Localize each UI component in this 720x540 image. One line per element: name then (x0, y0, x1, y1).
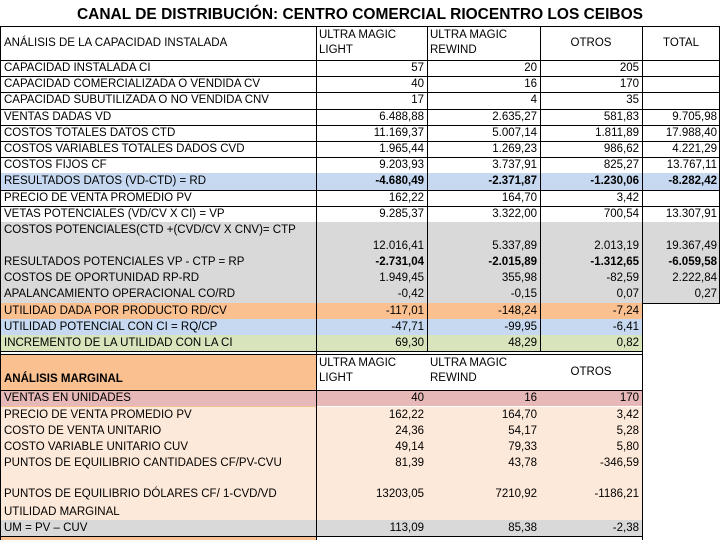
marginal-value: 79,33 (508, 441, 537, 454)
capacity-row-label: RESULTADOS POTENCIALES VP - CTP = RP (4, 256, 245, 268)
capacity-row-label: INCREMENTO DE LA UTILIDAD CON LA CI (4, 337, 233, 349)
capacity-value: 162,22 (388, 191, 424, 204)
capacity-value: 17 (411, 94, 424, 107)
capacity-value: 1.965,44 (379, 143, 424, 155)
grid-line (0, 390, 642, 391)
marginal-row-label: PUNTOS DE EQUILIBRIO DÓLARES CF/ 1-CVD/VD (4, 487, 277, 500)
marginal-value: 40 (411, 392, 424, 405)
capacity-row-label: COSTOS POTENCIALES(CTD +(CVD/CV X CNV)= CTP (4, 224, 296, 236)
marginal-value: 85,38 (508, 522, 537, 534)
marginal-value: 43,78 (508, 457, 537, 470)
grid-line (427, 26, 428, 351)
marginal-heading: ANÁLISIS MARGINAL (4, 373, 123, 386)
capacity-value: -6.059,58 (668, 256, 717, 268)
marginal-value: 49,14 (395, 441, 424, 454)
capacity-value (642, 190, 720, 206)
capacity-value: 1.269,23 (492, 143, 537, 155)
capacity-value: 20 (524, 62, 537, 74)
marginal-value: -1186,21 (594, 487, 639, 500)
capacity-value: -2.015,89 (488, 256, 537, 268)
grid-line (0, 351, 642, 352)
marginal-value (427, 504, 540, 520)
grid-line (540, 26, 541, 351)
marginal-value: 16 (524, 392, 537, 405)
capacity-value: 0,07 (616, 288, 639, 301)
grid-line (0, 354, 642, 355)
page-title: CANAL DE DISTRIBUCIÓN: CENTRO COMERCIAL RIOCENTRO LOS CEIBOS (76, 6, 644, 23)
marginal-value: -2,38 (612, 522, 639, 534)
capacity-value: 69,30 (395, 337, 424, 349)
marginal-col-header: ULTRA MAGIC REWIND (430, 357, 508, 385)
marginal-value: 113,09 (389, 522, 424, 534)
capacity-row-label: APALANCAMIENTO OPERACIONAL CO/RD (4, 288, 236, 301)
capacity-value (642, 60, 720, 76)
capacity-value: 5.007,14 (492, 126, 537, 139)
capacity-value: 355,98 (501, 272, 537, 285)
capacity-row-label: RESULTADOS DATOS (VD-CTD) = RD (4, 175, 207, 188)
grid-line (0, 60, 720, 61)
capacity-value: 17.988,40 (665, 126, 717, 139)
grid-line (642, 26, 643, 540)
capacity-value: -2.731,04 (375, 256, 424, 268)
capacity-value: -117,01 (385, 304, 424, 317)
grid-line (0, 536, 642, 537)
capacity-value: 2.635,27 (492, 110, 537, 123)
capacity-value: 581,83 (603, 110, 639, 123)
capacity-value: -8.282,42 (668, 175, 717, 188)
capacity-value: -1.312,65 (590, 256, 639, 268)
capacity-row-label: CAPACIDAD COMERCIALIZADA O VENDIDA CV (4, 78, 261, 91)
capacity-value: 13.307,91 (665, 207, 717, 220)
capacity-value: 5.337,89 (492, 240, 537, 252)
capacity-value: 4.221,29 (672, 143, 717, 155)
capacity-value: 1.811,89 (595, 126, 639, 139)
capacity-row-label: PRECIO DE VENTA PROMEDIO PV (4, 191, 192, 204)
marginal-value (316, 504, 427, 520)
capacity-value: -1.230,06 (590, 175, 639, 188)
marginal-value: 13203,05 (376, 487, 424, 500)
capacity-value: 3,42 (616, 191, 639, 204)
capacity-value: -6,41 (612, 320, 639, 333)
capacity-value: -47,71 (391, 320, 424, 333)
capacity-value: 35 (626, 94, 639, 107)
marginal-value: -346,59 (599, 457, 639, 470)
capacity-value (642, 76, 720, 92)
capacity-row-label: COSTOS DE OPORTUNIDAD RP-RD (4, 272, 200, 285)
capacity-row-label: VETAS POTENCIALES (VD/CV X CI) = VP (4, 207, 225, 220)
marginal-value: 162,22 (388, 408, 424, 421)
capacity-row-label: COSTOS TOTALES DATOS CTD (4, 126, 176, 139)
capacity-col-header: ULTRA MAGIC LIGHT (319, 29, 397, 56)
marginal-value: 5,80 (616, 441, 639, 454)
capacity-value: 205 (619, 62, 639, 74)
capacity-value: 16 (524, 78, 537, 91)
marginal-row-label: COSTO DE VENTA UNITARIO (4, 424, 162, 437)
marginal-row-label: VENTAS EN UNIDADES (4, 392, 131, 405)
marginal-value: 164,70 (501, 408, 537, 421)
capacity-col-header: ULTRA MAGIC REWIND (430, 29, 508, 56)
capacity-value: -7,24 (612, 304, 639, 317)
marginal-col-header: OTROS (570, 366, 612, 379)
capacity-col-header: TOTAL (663, 37, 699, 49)
capacity-value: 0,27 (694, 288, 717, 301)
capacity-value: 1.949,45 (379, 272, 424, 285)
capacity-value: 700,54 (603, 207, 639, 220)
capacity-value: -82,59 (606, 272, 639, 285)
capacity-row-label: COSTOS FIJOS CF (4, 159, 107, 172)
capacity-value: 57 (411, 62, 424, 74)
marginal-value (540, 504, 642, 520)
capacity-row-label: CAPACIDAD INSTALADA CI (4, 62, 151, 74)
capacity-value: -99,95 (504, 320, 537, 333)
marginal-row-label: UTILIDAD MARGINAL (4, 505, 120, 518)
capacity-row-label: UTILIDAD POTENCIAL CON CI = RQ/CP (4, 320, 218, 333)
capacity-heading: ANÁLISIS DE LA CAPACIDAD INSTALADA (4, 37, 228, 49)
marginal-value: 7210,92 (495, 487, 537, 500)
capacity-value: 11.169,37 (373, 126, 424, 139)
marginal-row-label: PRECIO DE VENTA PROMEDIO PV (4, 408, 192, 421)
capacity-value: -2.371,87 (488, 175, 537, 188)
grid-line (0, 26, 1, 540)
capacity-value: 2.013,19 (594, 240, 639, 252)
capacity-value: 48,29 (508, 337, 537, 349)
grid-line (0, 26, 720, 27)
capacity-value: 4 (530, 94, 537, 107)
marginal-value: 81,39 (395, 457, 424, 470)
capacity-value: 9.285,37 (379, 207, 424, 220)
capacity-value: 6.488,88 (379, 110, 424, 123)
marginal-col-header: ULTRA MAGIC LIGHT (319, 357, 397, 385)
capacity-value: 2.222,84 (672, 272, 717, 285)
capacity-value: 13.767,11 (666, 159, 717, 172)
capacity-value: 19.367,49 (665, 240, 717, 252)
capacity-value: 9.705,98 (672, 110, 717, 123)
capacity-row-label: VENTAS DADAS VD (4, 110, 112, 123)
capacity-col-header: OTROS (570, 37, 612, 49)
capacity-value: 9.203,93 (379, 159, 424, 172)
marginal-row-label: COSTO VARIABLE UNITARIO CUV (4, 441, 189, 454)
capacity-value: 3.322,00 (492, 207, 537, 220)
marginal-value: 24,36 (395, 424, 424, 437)
capacity-value: 164,70 (501, 191, 537, 204)
capacity-value: 3.737,91 (492, 159, 537, 172)
capacity-value: 986,62 (603, 143, 639, 155)
capacity-value: 0,82 (616, 337, 639, 349)
marginal-value: 3,42 (616, 408, 639, 421)
capacity-value: -148,24 (497, 304, 537, 317)
capacity-value: 40 (411, 78, 424, 91)
capacity-value (642, 92, 720, 108)
marginal-value: 54,17 (508, 424, 537, 437)
capacity-row-label: CAPACIDAD SUBUTILIZADA O NO VENDIDA CNV (4, 94, 269, 107)
capacity-value: 170 (619, 78, 639, 91)
marginal-value: 170 (619, 392, 639, 405)
capacity-value: -0,15 (510, 288, 537, 301)
marginal-row-label: UM = PV – CUV (4, 522, 88, 534)
capacity-value: 12.016,41 (372, 240, 424, 252)
capacity-value: -0,42 (397, 288, 424, 301)
marginal-value: 5,28 (616, 424, 639, 437)
capacity-row-label: UTILIDAD DADA POR PRODUCTO RD/CV (4, 304, 227, 317)
grid-line (316, 26, 317, 540)
capacity-value: 825,27 (603, 159, 639, 172)
capacity-row-label: COSTOS VARIABLES TOTALES DADOS CVD (4, 143, 245, 155)
capacity-value: -4.680,49 (375, 175, 424, 188)
marginal-row-label: PUNTOS DE EQUILIBRIO CANTIDADES CF/PV-CVU (4, 457, 282, 470)
